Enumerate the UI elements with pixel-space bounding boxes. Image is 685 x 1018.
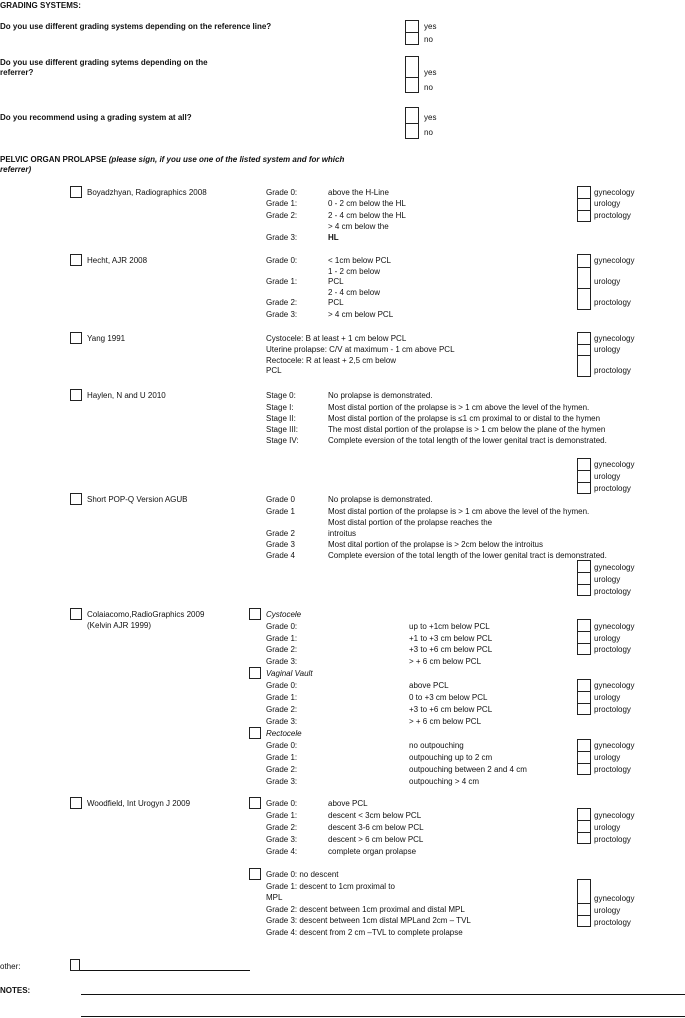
grade-desc: No prolapse is demonstrated. — [328, 495, 433, 504]
grade-desc: +3 to +6 cm below PCL — [409, 645, 493, 654]
urology-label: urology — [594, 345, 621, 354]
boyadzhyan-checkbox[interactable] — [70, 186, 82, 198]
yang-line: Rectocele: R at least + 2,5 cm below — [266, 356, 397, 365]
grade-label: Grade 3: — [266, 717, 298, 726]
gynecology-label: gynecology — [594, 681, 635, 690]
pop-heading: PELVIC ORGAN PROLAPSE — [0, 155, 107, 164]
yang-line: PCL — [266, 366, 282, 375]
grade-desc: > 4 cm below PCL — [328, 310, 394, 319]
grade-label: Grade 2: — [266, 823, 298, 832]
no-label: no — [424, 35, 433, 44]
grade-desc: above PCL — [409, 681, 449, 690]
question-referrer: Do you use different grading sytems depending on the — [0, 58, 208, 67]
popq-referrer-checkboxes — [577, 560, 591, 596]
grade-label: Grade 4 — [266, 551, 295, 560]
urology-label: urology — [594, 277, 621, 286]
hecht-referrer-checkboxes — [577, 254, 591, 310]
gynecology-checkbox[interactable] — [578, 880, 590, 904]
grade-label: Grade 1: — [266, 199, 298, 208]
grade-label: Grade 2: — [266, 705, 298, 714]
other-checkbox[interactable] — [70, 959, 80, 971]
grade-label: Grade 3: — [266, 777, 298, 786]
urology-checkbox[interactable] — [578, 345, 590, 356]
grade-label: Grade 1 — [266, 507, 295, 516]
yang-line: Cystocele: B at least + 1 cm below PCL — [266, 334, 407, 343]
question-reference-line-checkboxes — [405, 20, 419, 45]
popq-name: Short POP-Q Version AGUB — [87, 495, 188, 504]
proctology-label: proctology — [594, 765, 631, 774]
gynecology-checkbox[interactable] — [578, 333, 590, 345]
haylen-checkbox[interactable] — [70, 389, 82, 401]
grade-label: Grade 0: — [266, 256, 298, 265]
proctology-checkbox[interactable] — [578, 211, 590, 222]
grade-desc: 2 - 4 cm below — [328, 288, 381, 297]
no-label: no — [424, 128, 433, 137]
grade-desc: introitus — [328, 529, 357, 538]
vaginal-vault-checkbox[interactable] — [249, 667, 261, 679]
urology-label: urology — [594, 823, 621, 832]
gynecology-checkbox[interactable] — [578, 187, 590, 199]
grade-desc: 2 - 4 cm below the HL — [328, 211, 406, 220]
urology-checkbox[interactable] — [578, 692, 590, 704]
cystocele-title: Cystocele — [266, 610, 302, 619]
grade-label: Grade 0: — [266, 741, 298, 750]
urology-label: urology — [594, 753, 621, 762]
notes-line-2[interactable] — [81, 1016, 685, 1017]
stage-label: Stage I: — [266, 403, 294, 412]
grade-desc: +3 to +6 cm below PCL — [409, 705, 493, 714]
question-recommend: Do you recommend using a grading system at all? — [0, 113, 192, 122]
grade-label: Grade 2: — [266, 765, 298, 774]
woodfield-set-a-checkbox[interactable] — [249, 797, 261, 809]
grade-desc: Most distal portion of the prolapse reaches the — [328, 518, 493, 527]
grade-desc: above PCL — [328, 799, 368, 808]
colaiacomo-name: Colaiacomo,RadioGraphics 2009 — [87, 610, 205, 619]
other-label: other: — [0, 962, 21, 971]
grade-label: Grade 3: — [266, 835, 298, 844]
no-checkbox[interactable] — [406, 78, 418, 93]
gynecology-label: gynecology — [594, 563, 635, 572]
grade-desc: +1 to +3 cm below PCL — [409, 634, 493, 643]
proctology-checkbox[interactable] — [578, 833, 590, 844]
pop-heading-line — [0, 155, 344, 165]
yes-label: yes — [424, 22, 437, 31]
page-title: GRADING SYSTEMS: — [0, 1, 81, 10]
urology-checkbox[interactable] — [578, 573, 590, 585]
boyadzhyan-name: Boyadzhyan, Radiographics 2008 — [87, 188, 207, 197]
urology-checkbox[interactable] — [578, 821, 590, 833]
stage-desc: Complete eversion of the total length of the lower genital tract is demonstrated. — [328, 436, 607, 445]
urology-label: urology — [594, 575, 621, 584]
rectocele-checkbox[interactable] — [249, 727, 261, 739]
grade-label: Grade 1: — [266, 693, 298, 702]
proctology-checkbox[interactable] — [578, 916, 590, 927]
grade-desc: > + 6 cm below PCL — [409, 717, 482, 726]
woodfield-set-b-referrer-checkboxes — [577, 879, 591, 927]
colaiacomo-name-cont: (Kelvin AJR 1999) — [87, 621, 152, 630]
gynecology-checkbox[interactable] — [578, 459, 590, 471]
grade-label: Grade 1: — [266, 753, 298, 762]
proctology-label: proctology — [594, 211, 631, 220]
grade-label: Grade 0: — [266, 188, 298, 197]
woodfield-set-a-referrer-checkboxes — [577, 808, 591, 844]
notes-line-1[interactable] — [81, 994, 685, 995]
grade-label: Grade 2: — [266, 645, 298, 654]
yes-checkbox[interactable] — [406, 57, 418, 78]
pop-subheading-cont: referrer) — [0, 165, 32, 174]
grade-desc: complete organ prolapse — [328, 847, 417, 856]
boyadzhyan-referrer-checkboxes — [577, 186, 591, 222]
haylen-name: Haylen, N and U 2010 — [87, 391, 166, 400]
yang-line: Uterine prolapse: C/V at maximum - 1 cm above PCL — [266, 345, 455, 354]
gynecology-label: gynecology — [594, 460, 635, 469]
gynecology-checkbox[interactable] — [578, 255, 590, 268]
grade-line: Grade 1: descent to 1cm proximal to — [266, 882, 395, 891]
grade-desc: HL — [328, 233, 339, 242]
stage-label: Stage IV: — [266, 436, 299, 445]
stage-label: Stage II: — [266, 414, 296, 423]
notes-label: NOTES: — [0, 986, 31, 995]
proctology-checkbox[interactable] — [578, 585, 590, 596]
grade-desc: descent > 6 cm below PCL — [328, 835, 424, 844]
grade-desc: descent < 3cm below PCL — [328, 811, 422, 820]
proctology-checkbox[interactable] — [578, 289, 590, 309]
grade-desc: outpouching > 4 cm — [409, 777, 480, 786]
cystocele-checkbox[interactable] — [249, 608, 261, 620]
woodfield-name: Woodfield, Int Urogyn J 2009 — [87, 799, 191, 808]
yes-label: yes — [424, 113, 437, 122]
proctology-label: proctology — [594, 918, 631, 927]
gynecology-checkbox[interactable] — [578, 620, 590, 632]
proctology-label: proctology — [594, 366, 631, 375]
grade-desc: 0 - 2 cm below the HL — [328, 199, 406, 208]
grade-label: Grade 2: — [266, 298, 298, 307]
grade-line: Grade 3: descent between 1cm distal MPLand 2cm – TVL — [266, 916, 471, 925]
yes-checkbox[interactable] — [406, 21, 418, 33]
hecht-name: Hecht, AJR 2008 — [87, 256, 148, 265]
urology-checkbox[interactable] — [578, 471, 590, 483]
grade-label: Grade 3: — [266, 233, 298, 242]
no-checkbox[interactable] — [406, 33, 418, 45]
proctology-label: proctology — [594, 835, 631, 844]
yang-checkbox[interactable] — [70, 332, 82, 344]
grade-line: MPL — [266, 893, 283, 902]
grade-label: Grade 2: — [266, 211, 298, 220]
colaiacomo-checkbox[interactable] — [70, 608, 82, 620]
gynecology-label: gynecology — [594, 256, 635, 265]
urology-checkbox[interactable] — [578, 904, 590, 916]
hecht-checkbox[interactable] — [70, 254, 82, 266]
gynecology-checkbox[interactable] — [578, 740, 590, 752]
grade-label: Grade 0: — [266, 799, 298, 808]
proctology-checkbox[interactable] — [578, 483, 590, 494]
urology-label: urology — [594, 472, 621, 481]
grade-line: Grade 2: descent between 1cm proximal and distal MPL — [266, 905, 465, 914]
stage-desc: The most distal portion of the prolapse is > 1 cm below the plane of the hymen — [328, 425, 606, 434]
grade-desc: above the H-Line — [328, 188, 389, 197]
question-reference-line: Do you use different grading systems depending on the reference line? — [0, 22, 272, 31]
grade-label: Grade 0: — [266, 622, 298, 631]
pop-subheading: (please sign, if you use one of the listed system and for which — [108, 155, 345, 164]
grade-desc: descent 3-6 cm below PCL — [328, 823, 424, 832]
proctology-checkbox[interactable] — [578, 764, 590, 775]
gynecology-label: gynecology — [594, 622, 635, 631]
gynecology-label: gynecology — [594, 741, 635, 750]
stage-label: Stage III: — [266, 425, 299, 434]
grade-line: Grade 4: descent from 2 cm –TVL to complete prolapse — [266, 928, 463, 937]
urology-label: urology — [594, 906, 621, 915]
grade-label: Grade 1: — [266, 811, 298, 820]
no-checkbox[interactable] — [406, 124, 418, 139]
gynecology-checkbox[interactable] — [578, 561, 590, 573]
cystocele-referrer-checkboxes — [577, 619, 591, 655]
urology-label: urology — [594, 199, 621, 208]
gynecology-label: gynecology — [594, 334, 635, 343]
other-input-line[interactable] — [80, 970, 250, 971]
proctology-label: proctology — [594, 705, 631, 714]
grade-label: Grade 3: — [266, 310, 298, 319]
haylen-referrer-checkboxes — [577, 458, 591, 494]
vaginal-vault-title: Vaginal Vault — [266, 669, 313, 678]
grade-desc: Complete eversion of the total length of the lower genital tract is demonstrated. — [328, 551, 607, 560]
proctology-label: proctology — [594, 645, 631, 654]
woodfield-set-b-checkbox[interactable] — [249, 868, 261, 880]
question-recommend-checkboxes — [405, 107, 419, 139]
grade-label: Grade 0 — [266, 495, 295, 504]
question-referrer-cont: referrer? — [0, 68, 34, 77]
urology-label: urology — [594, 693, 621, 702]
proctology-label: proctology — [594, 298, 631, 307]
grade-label: Grade 0: — [266, 681, 298, 690]
grade-label: Grade 3: — [266, 657, 298, 666]
yang-name: Yang 1991 — [87, 334, 126, 343]
question-referrer-checkboxes — [405, 56, 419, 93]
grade-desc: 1 - 2 cm below — [328, 267, 381, 276]
grade-desc: > 4 cm below the — [328, 222, 389, 231]
gynecology-label: gynecology — [594, 811, 635, 820]
proctology-checkbox[interactable] — [578, 356, 590, 377]
grade-desc: Most dital portion of the prolapse is > 2cm below the introitus — [328, 540, 543, 549]
no-label: no — [424, 83, 433, 92]
grade-desc: outpouching between 2 and 4 cm — [409, 765, 527, 774]
proctology-checkbox[interactable] — [578, 704, 590, 715]
grade-label: Grade 1: — [266, 634, 298, 643]
urology-checkbox[interactable] — [578, 632, 590, 644]
grade-desc: < 1cm below PCL — [328, 256, 391, 265]
yes-checkbox[interactable] — [406, 108, 418, 124]
urology-checkbox[interactable] — [578, 199, 590, 211]
urology-label: urology — [594, 634, 621, 643]
stage-label: Stage 0: — [266, 391, 296, 400]
grade-desc: up to +1cm below PCL — [409, 622, 490, 631]
yang-referrer-checkboxes — [577, 332, 591, 377]
grade-label: Grade 4: — [266, 847, 298, 856]
proctology-checkbox[interactable] — [578, 644, 590, 655]
proctology-label: proctology — [594, 484, 631, 493]
grade-desc: Most distal portion of the prolapse is > 1 cm above the level of the hymen. — [328, 507, 590, 516]
grade-desc: PCL — [328, 277, 344, 286]
grade-desc: outpouching up to 2 cm — [409, 753, 493, 762]
gynecology-checkbox[interactable] — [578, 809, 590, 821]
grade-line: Grade 0: no descent — [266, 870, 339, 879]
woodfield-checkbox[interactable] — [70, 797, 82, 809]
stage-desc: Most distal portion of the prolapse is ≤1 cm proximal to or distal to the hymen — [328, 414, 601, 423]
grade-label: Grade 3 — [266, 540, 295, 549]
grade-label: Grade 1: — [266, 277, 298, 286]
grade-desc: PCL — [328, 298, 344, 307]
gynecology-checkbox[interactable] — [578, 680, 590, 692]
yes-label: yes — [424, 68, 437, 77]
grade-desc: > + 6 cm below PCL — [409, 657, 482, 666]
gynecology-label: gynecology — [594, 894, 635, 903]
proctology-label: proctology — [594, 587, 631, 596]
stage-desc: No prolapse is demonstrated. — [328, 391, 433, 400]
grade-desc: no outpouching — [409, 741, 464, 750]
rectocele-title: Rectocele — [266, 729, 302, 738]
vaginal-vault-referrer-checkboxes — [577, 679, 591, 715]
popq-checkbox[interactable] — [70, 493, 82, 505]
gynecology-label: gynecology — [594, 188, 635, 197]
rectocele-referrer-checkboxes — [577, 739, 591, 775]
grade-label: Grade 2 — [266, 529, 295, 538]
grade-desc: 0 to +3 cm below PCL — [409, 693, 488, 702]
urology-checkbox[interactable] — [578, 752, 590, 764]
stage-desc: Most distal portion of the prolapse is > 1 cm above the level of the hymen. — [328, 403, 590, 412]
urology-checkbox[interactable] — [578, 268, 590, 289]
